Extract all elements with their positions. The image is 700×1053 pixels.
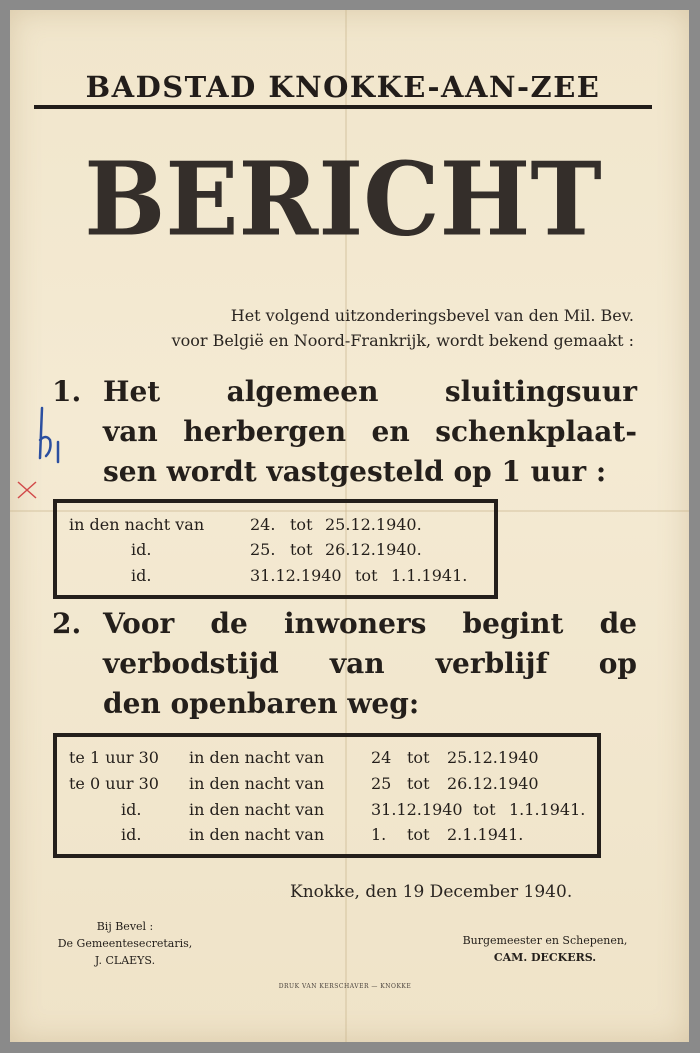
section-1 xyxy=(52,372,637,492)
row-to: 1.1.1941. xyxy=(509,800,586,819)
row-to: 2.1.1941. xyxy=(447,825,524,844)
row-to: 25.12.1940 xyxy=(447,748,539,767)
row-time: id. xyxy=(121,800,142,819)
section-1-row xyxy=(69,515,489,537)
row-night: in den nacht van xyxy=(189,748,325,767)
row-from: 25 xyxy=(371,774,392,793)
intro-line-1: Het volgend uitzonderingsbevel van den Mil. Bev. xyxy=(230,306,634,325)
section-1-line-3: sen wordt vastgesteld op 1 uur : xyxy=(103,455,607,488)
row-tot: tot xyxy=(407,825,430,844)
row-to: 26.12.1940 xyxy=(447,774,539,793)
row-prefix: in den nacht van xyxy=(69,515,205,534)
row-from: 25. xyxy=(250,540,276,559)
dateline: Knokke, den 19 December 1940. xyxy=(290,882,573,902)
row-from: 24. xyxy=(250,515,276,534)
row-tot: tot xyxy=(290,540,313,559)
signature-left-line-2: De Gemeentesecretaris, xyxy=(57,937,193,950)
row-to: 26.12.1940. xyxy=(325,540,422,559)
signature-right xyxy=(440,932,650,966)
row-prefix: id. xyxy=(131,566,152,585)
section-1-number: 1. xyxy=(52,375,82,408)
row-tot: tot xyxy=(473,800,496,819)
signature-left-line-1: Bij Bevel : xyxy=(96,920,154,933)
row-to: 1.1.1941. xyxy=(391,566,468,585)
section-1-row xyxy=(69,540,489,562)
row-night: in den nacht van xyxy=(189,825,325,844)
row-prefix: id. xyxy=(131,540,152,559)
row-from: 31.12.1940 xyxy=(371,800,463,819)
section-2-row xyxy=(69,748,599,770)
signature-left-line-3: J. CLAEYS. xyxy=(94,954,156,967)
section-2-row xyxy=(69,800,599,822)
signature-right-line-1: Burgemeester en Schepenen, xyxy=(462,934,628,947)
section-2-line-1: Voor de inwoners begint de xyxy=(103,607,637,640)
section-1-dates-box xyxy=(53,499,498,599)
row-from: 31.12.1940 xyxy=(250,566,342,585)
row-night: in den nacht van xyxy=(189,800,325,819)
section-2-line-2: verbodstijd van verblijf op xyxy=(103,647,637,680)
row-from: 1. xyxy=(371,825,387,844)
section-2-row xyxy=(69,825,599,847)
row-time: te 0 uur 30 xyxy=(69,774,159,793)
intro-line-2: voor België en Noord-Frankrijk, wordt bekend gemaakt : xyxy=(171,331,634,350)
intro-text xyxy=(34,303,634,353)
red-x-mark-icon xyxy=(14,478,44,504)
headline: BERICHT xyxy=(84,140,602,259)
signature-right-line-2: CAM. DECKERS. xyxy=(493,951,597,964)
section-2-row xyxy=(69,774,599,796)
section-2-dates-box xyxy=(53,733,601,858)
row-from: 24 xyxy=(371,748,392,767)
row-tot: tot xyxy=(290,515,313,534)
row-night: in den nacht van xyxy=(189,774,325,793)
row-tot: tot xyxy=(355,566,378,585)
printer-credit: DRUK VAN KERSCHAVER — KNOKKE xyxy=(278,983,412,990)
row-tot: tot xyxy=(407,774,430,793)
row-time: id. xyxy=(121,825,142,844)
section-1-line-1: Het algemeen sluitingsuur xyxy=(103,375,637,408)
town-header: BADSTAD KNOKKE-AAN-ZEE xyxy=(85,70,601,104)
section-2 xyxy=(52,604,637,724)
row-to: 25.12.1940. xyxy=(325,515,422,534)
signature-left xyxy=(40,918,210,969)
row-tot: tot xyxy=(407,748,430,767)
section-1-row xyxy=(69,566,489,588)
section-2-line-3: den openbaren weg: xyxy=(103,687,420,720)
header-rule xyxy=(34,105,652,109)
section-1-line-2: van herbergen en schenkplaat- xyxy=(103,415,637,448)
section-2-number: 2. xyxy=(52,607,82,640)
row-time: te 1 uur 30 xyxy=(69,748,159,767)
